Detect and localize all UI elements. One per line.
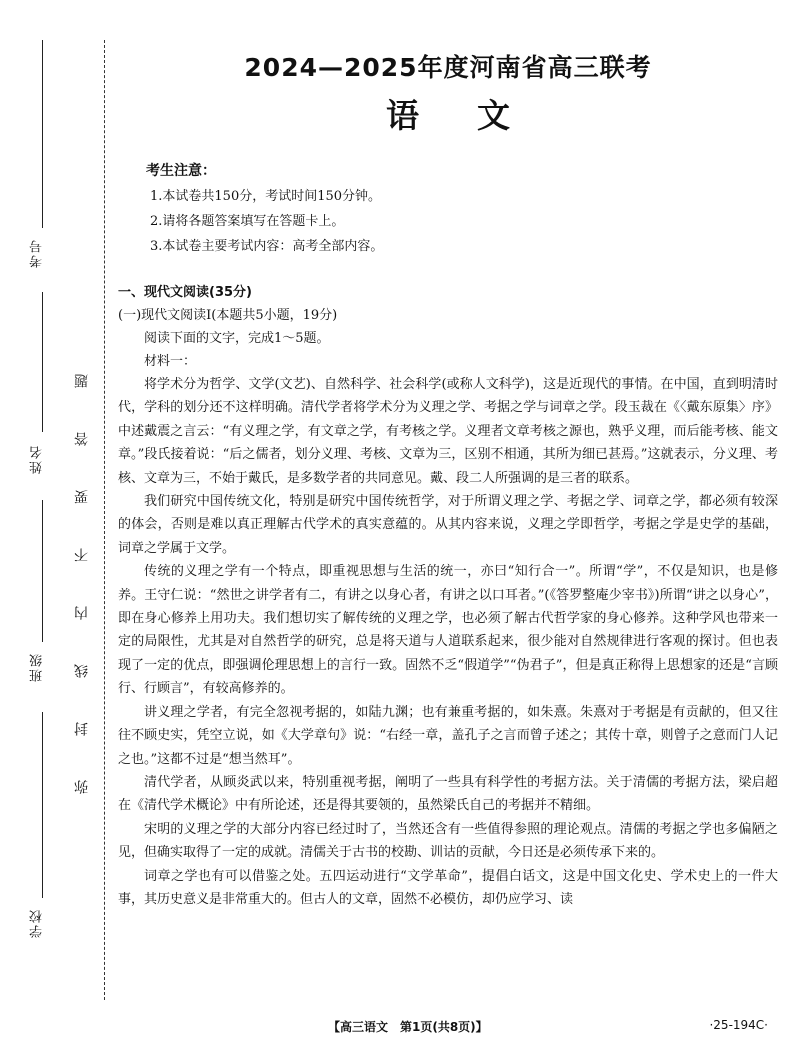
paper-code: ·25-194C· — [709, 1018, 768, 1032]
notice-item: 1.本试卷共150分，考试时间150分钟。 — [150, 189, 382, 204]
candidate-notice — [146, 159, 778, 259]
class-label: 班级 — [30, 652, 45, 682]
name-line — [42, 292, 43, 432]
passage-paragraph: 将学术分为哲学、文学(文艺)、自然科学、社会科学(或称人文科学)，这是近现代的事情。在中国，直到明清时代，学科的划分还不这样明确。清代学者将学术分为义理之学、考据之学与词章之学。段玉裁在《〈戴东原集〉序》中述戴震之言云：“有义理之学，有文章之学，有考核之学。义理者文章考核之源也，熟乎义理，而后能考核、能文章。”段氏接着说：“后之儒者，划分义理、考核、文章为三，区别不相通，其所为细已甚焉。”这就表示，分义理、考核、文章为三，不始于戴氏，是多数学者的共同意见。戴、段二人所强调的是三者的联系。 — [118, 377, 778, 486]
seal-warning: 弥封线内不要答题 — [74, 330, 90, 794]
seal-dashed-line — [104, 40, 105, 1000]
exam-title: 2024—2025年度河南省高三联考 — [244, 53, 652, 82]
passage-paragraph: 词章之学也有可以借鉴之处。五四运动进行“文学革命”，提倡白话文，这是中国文化史、学术史上的一件大事，其历史意义是非常重大的。但古人的文章，固然不必模仿，却仍应学习、读 — [118, 868, 778, 907]
reading-instruction: 阅读下面的文字，完成1～5题。 — [144, 331, 330, 346]
school-line — [42, 712, 43, 898]
notice-item: 3.本试卷主要考试内容：高考全部内容。 — [150, 239, 384, 254]
binding-strip — [0, 0, 112, 1055]
passage-paragraph: 宋明的义理之学的大部分内容已经过时了，当然还含有一些值得参照的理论观点。清儒的考据之学也多偏陋之见，但确实取得了一定的成就。清儒关于古书的校勘、训诂的贡献，今日还是必须传承下来的。 — [118, 821, 778, 861]
section-heading: 一、现代文阅读(35分) — [118, 285, 252, 300]
exam-number-label: 考号 — [30, 238, 45, 268]
material-label: 材料一： — [144, 354, 197, 369]
passage-paragraph: 传统的义理之学有一个特点，即重视思想与生活的统一，亦曰“知行合一”。所谓“学”，不仅是知识，也是修养。王守仁说：“然世之讲学者有二，有讲之以身心者，有讲之以口耳者。”(《答罗整庵少宰书》)所谓“讲之以身心”，即在身心修养上用功夫。我们想切实了解传统的义理之学，也必须了解古代哲学家的身心修养。这种学风也带来一定的局限性，尤其是对自然哲学的研究，总是将天道与人道联系起来，很少能对自然规律进行客观的探讨。但也表现了一定的优点，即强调伦理思想上的言行一致。固然不乏“假道学”“伪君子”，但是真正称得上思想家的还是“言顾行、行顾言”，有较高修养的。 — [118, 564, 778, 697]
subject-title: 语文 — [386, 96, 568, 135]
school-label: 学校 — [30, 908, 45, 938]
main-content — [118, 48, 778, 911]
passage-paragraph: 讲义理之学者，有完全忽视考据的，如陆九渊；也有兼重考据的，如朱熹。朱熹对于考据是有贡献的，但又往往不顾史实，凭空立说，如《大学章句》说：“右经一章，盖孔子之言而曾子述之；其传十章，则曾子之意而门人记之也。”这都不过是“想当然耳”。 — [118, 704, 778, 767]
exam-number-line — [42, 40, 43, 228]
notice-title: 考生注意： — [146, 163, 216, 179]
name-label: 姓名 — [30, 444, 45, 474]
passage-paragraph: 我们研究中国传统文化，特别是研究中国传统哲学，对于所谓义理之学、考据之学、词章之学，都必须有较深的体会，否则是难以真正理解古代学术的真实意蕴的。从其内容来说，义理之学即哲学，考据之学是史学的基础，词章之学属于文学。 — [118, 494, 778, 556]
page-number: 【高三语文 第1页(共8页)】 — [328, 1020, 488, 1034]
notice-item: 2.请将各题答案填写在答题卡上。 — [150, 214, 345, 229]
sub-section-heading: (一)现代文阅读Ⅰ(本题共5小题，19分) — [118, 308, 338, 323]
passage-paragraph: 清代学者，从顾炎武以来，特别重视考据，阐明了一些具有科学性的考据方法。关于清儒的考据方法，梁启超在《清代学术概论》中有所论述，还是得其要领的，虽然梁氏自己的考据并不精细。 — [118, 774, 778, 814]
reading-section — [118, 281, 778, 911]
class-line — [42, 500, 43, 642]
